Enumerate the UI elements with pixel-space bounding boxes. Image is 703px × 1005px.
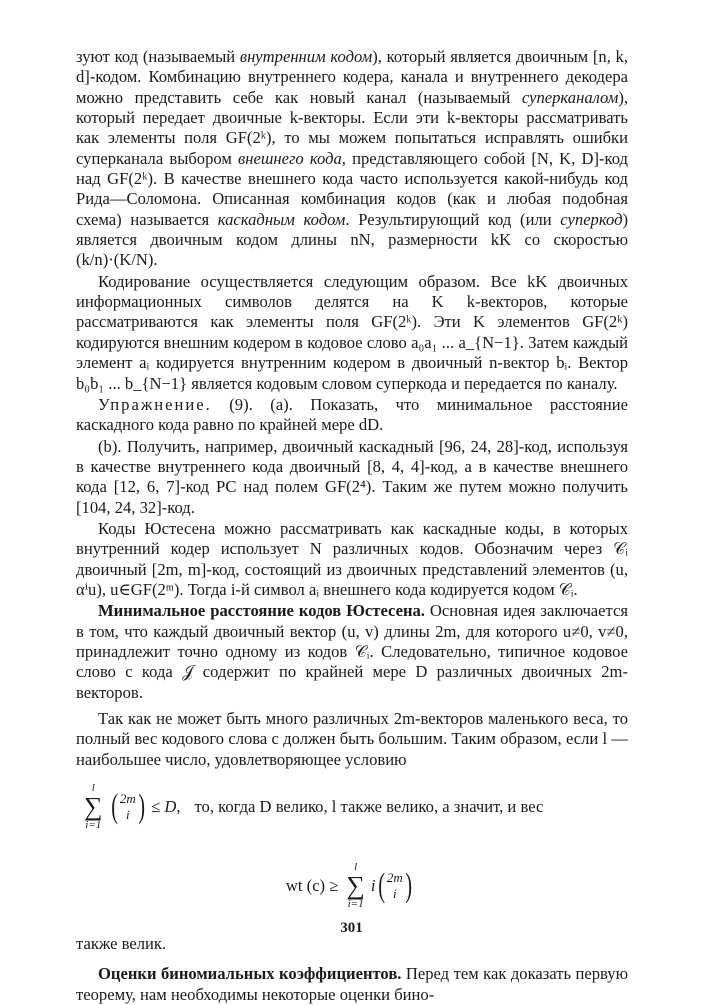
paragraph-binomial-bounds: Оценки биномиальных коэффициентов. Перед тем как доказать первую теорему, нам необходимы некоторые оценки бино- — [76, 964, 629, 1004]
sum-symbol: l ∑ i=1 — [346, 861, 365, 911]
sum-symbol: l ∑ i=1 — [84, 782, 103, 832]
condition-formula — [76, 772, 628, 842]
paragraph-min-distance: Минимальное расстояние кодов Юстесена. Основная идея заключается в том, что каждый двоичный вектор (u, v) длины 2m, для которого u≠0, v≠0, принадлежит точно одному из кодов 𝒞ᵢ. Следовательно, типичное кодовое слово c кода 𝒥 содержит по крайней мере D различных двоичных 2m-векторов. — [76, 601, 628, 702]
term-outer-code: внешнего кода — [238, 148, 342, 168]
paragraph-encoding: Кодирование осуществляется следующим образом. Все kK двоичных информационных символов делятся на K k-векторов, которые рассматриваются как элементы поля GF(2ᵏ). Эти K элементов GF(2ᵏ) кодируются внешним кодером в кодовое слово a₀a₁ ... a_{N−1}. Затем каждый элемент aᵢ кодируется внутренним кодером в двоичный n-вектор bᵢ. Вектор b₀b₁ ... b_{N−1} является кодовым словом суперкода и передается по каналу. — [76, 271, 628, 393]
paragraph-exercise-a: Упражнение. (9). (a). Показать, что минимальное расстояние каскадного кода равно по крайней мере dD. — [76, 394, 628, 435]
condition-relation: ≤ D, — [151, 796, 181, 816]
term-supercode: суперкод — [560, 209, 623, 229]
condition-tail: то, когда D велико, l также велико, а значит, и вес — [194, 796, 544, 816]
section-heading-binomial: Оценки биномиальных коэффициентов. — [98, 964, 402, 984]
paragraph-large: также велик. — [76, 934, 167, 954]
formula-factor: i — [370, 875, 376, 895]
binomial-coefficient: ( 2m i ) — [110, 788, 145, 826]
term-superchannel: суперканалом — [521, 87, 619, 107]
section-heading-min-distance: Минимальное расстояние кодов Юстесена. — [98, 601, 425, 621]
binomial-coefficient: ( 2m i ) — [377, 867, 412, 905]
term-inner-code: внутренним кодом — [239, 47, 373, 66]
term-cascade-code: каскадным кодом — [217, 209, 346, 229]
paragraph-weight: Так как не может быть много различных 2m-векторов маленького веса, то полный вес кодового слова c должен быть большим. Таким образом, если l — наибольшее число, удовлетворяющее условию — [76, 709, 628, 769]
formula-lhs: wt (c) ≥ — [285, 875, 339, 895]
paragraph-exercise-b: (b). Получить, например, двоичный каскадный [96, 24, 28]-код, используя в качестве внутреннего кода двоичный [8, 4, 4]-код, а в качестве внешнего кода [12, 6, 7]-код РС над полем GF(2⁴). Таким же путем можно получить [104, 24, 32]-код. — [76, 436, 628, 517]
exercise-label: Упражнение. — [98, 394, 212, 414]
body-text — [76, 47, 628, 1005]
paragraph-justesen: Коды Юстесена можно рассматривать как каскадные коды, в которых внутренний кодер использует N различных кодов. Обозначим через 𝒞ᵢ двоичный [2m, m]-код, состоящий из двоичных представлений элементов (u, αⁱu), u∈GF(2ᵐ). Тогда i-й символ aᵢ внешнего кода кодируется кодом 𝒞ᵢ. — [76, 518, 628, 599]
page-number: 301 — [340, 920, 363, 936]
weight-formula — [76, 846, 628, 926]
paragraph-intro: зуют код (называемый внутренним кодом), который является двоичным [n, k, d]-кодом. Комбинацию внутреннего кодера, канала и внутреннего декодера можно представить себе как новый канал (называемый суперканалом), который передает двоичные k-векторы. Если эти k-векторы рассматривать как элементы поля GF(2ᵏ), то мы можем попытаться исправлять ошибки суперканала выбором внешнего кода, представляющего собой [N, K, D]-код над GF(2ᵏ). В качестве внешнего кода часто используется какой-нибудь код Рида—Соломона. Описанная комбинация кодов (как и любая подобная схема) называется каскадным кодом. Результирующий код (или суперкод) является двоичным кодом длины nN, размерности kK со скоростью (k/n)·(K/N). — [76, 47, 628, 270]
